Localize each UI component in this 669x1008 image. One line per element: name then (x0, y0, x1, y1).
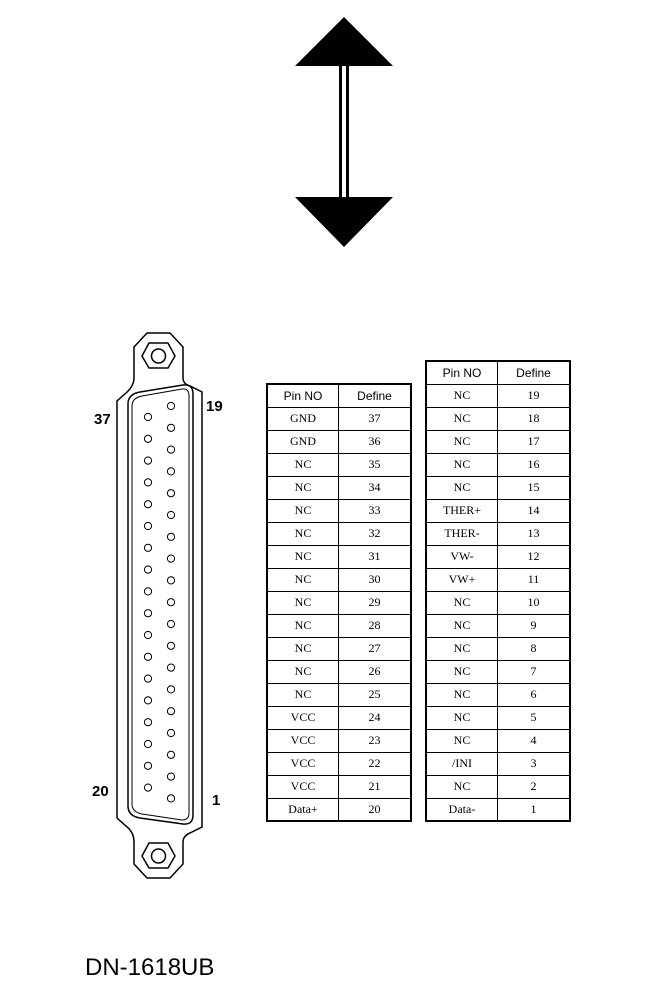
pin-hole (144, 522, 151, 529)
table-row (426, 568, 570, 591)
pin-table-right (425, 360, 571, 822)
table-row (426, 591, 570, 614)
pin-hole (167, 708, 174, 715)
pin-name-cell: THER- (426, 522, 498, 545)
header-pin-no: Pin NO (267, 384, 339, 407)
pin-name-cell: NC (426, 384, 498, 407)
pin-hole (167, 599, 174, 606)
table-row (267, 775, 411, 798)
header-pin-no: Pin NO (426, 361, 498, 384)
pin-table-left (266, 383, 412, 822)
label-pin-1: 1 (212, 792, 221, 809)
pin-name-cell: NC (267, 614, 339, 637)
pin-hole (144, 784, 151, 791)
pin-number-cell: 15 (498, 476, 571, 499)
pin-hole (144, 413, 151, 420)
pin-hole (167, 729, 174, 736)
table-row (426, 614, 570, 637)
pin-hole (167, 773, 174, 780)
pin-number-cell: 32 (339, 522, 412, 545)
pin-number-cell: 34 (339, 476, 412, 499)
pin-number-cell: 23 (339, 729, 412, 752)
pin-name-cell: NC (426, 430, 498, 453)
pin-name-cell: VW- (426, 545, 498, 568)
pin-hole (144, 740, 151, 747)
table-row (267, 453, 411, 476)
pin-number-cell: 12 (498, 545, 571, 568)
table-row (426, 545, 570, 568)
pin-number-cell: 4 (498, 729, 571, 752)
pin-hole (144, 631, 151, 638)
table-row (267, 798, 411, 821)
pin-hole (144, 435, 151, 442)
pin-hole (167, 490, 174, 497)
pin-name-cell: Data+ (267, 798, 339, 821)
pin-number-cell: 11 (498, 568, 571, 591)
pin-number-cell: 1 (498, 798, 571, 821)
pin-name-cell: GND (267, 430, 339, 453)
pin-number-cell: 28 (339, 614, 412, 637)
table-row (426, 775, 570, 798)
table-row (426, 798, 570, 821)
pin-number-cell: 24 (339, 706, 412, 729)
pin-name-cell: Data- (426, 798, 498, 821)
pin-number-cell: 19 (498, 384, 571, 407)
table-row (267, 476, 411, 499)
db37-connector (117, 333, 202, 878)
pin-hole (167, 686, 174, 693)
pin-hole (167, 446, 174, 453)
pin-hole (167, 468, 174, 475)
screw-top-icon (142, 343, 175, 368)
table-row (426, 407, 570, 430)
model-name: DN-1618UB (85, 954, 215, 981)
pin-hole (167, 795, 174, 802)
pin-number-cell: 21 (339, 775, 412, 798)
pin-name-cell: NC (426, 591, 498, 614)
pin-number-cell: 37 (339, 407, 412, 430)
pin-name-cell: NC (267, 591, 339, 614)
pin-name-cell: VCC (267, 729, 339, 752)
label-pin-20: 20 (92, 783, 109, 800)
pin-hole (144, 675, 151, 682)
pin-number-cell: 26 (339, 660, 412, 683)
label-pin-37: 37 (94, 411, 111, 428)
screw-bottom-icon (142, 843, 175, 868)
pin-number-cell: 25 (339, 683, 412, 706)
table-row (426, 660, 570, 683)
pin-hole (167, 751, 174, 758)
table-row (426, 522, 570, 545)
pin-name-cell: NC (426, 729, 498, 752)
pin-number-cell: 35 (339, 453, 412, 476)
pin-number-cell: 7 (498, 660, 571, 683)
pin-name-cell: NC (426, 637, 498, 660)
table-row (426, 476, 570, 499)
table-row (426, 729, 570, 752)
table-header-row (426, 361, 570, 384)
pin-hole (144, 588, 151, 595)
table-row (267, 637, 411, 660)
pin-name-cell: NC (426, 476, 498, 499)
pin-name-cell: THER+ (426, 499, 498, 522)
table-row (426, 706, 570, 729)
table-row (426, 430, 570, 453)
pin-number-cell: 18 (498, 407, 571, 430)
table-row (267, 683, 411, 706)
pin-hole (144, 762, 151, 769)
pin-number-cell: 20 (339, 798, 412, 821)
pin-number-cell: 22 (339, 752, 412, 775)
pin-number-cell: 14 (498, 499, 571, 522)
pin-name-cell: NC (267, 453, 339, 476)
pin-hole (144, 566, 151, 573)
pin-hole (144, 697, 151, 704)
table-row (267, 545, 411, 568)
pin-number-cell: 30 (339, 568, 412, 591)
pin-number-cell: 3 (498, 752, 571, 775)
pin-name-cell: VW+ (426, 568, 498, 591)
table-row (426, 384, 570, 407)
pin-number-cell: 31 (339, 545, 412, 568)
pin-number-cell: 16 (498, 453, 571, 476)
pin-hole (144, 653, 151, 660)
pin-name-cell: VCC (267, 775, 339, 798)
pin-hole (167, 620, 174, 627)
pin-number-cell: 27 (339, 637, 412, 660)
pin-name-cell: VCC (267, 752, 339, 775)
pin-number-cell: 10 (498, 591, 571, 614)
pin-name-cell: NC (267, 637, 339, 660)
pin-name-cell: /INI (426, 752, 498, 775)
pin-name-cell: NC (267, 476, 339, 499)
pin-name-cell: VCC (267, 706, 339, 729)
pin-name-cell: NC (426, 453, 498, 476)
double-arrow-icon (295, 17, 393, 247)
pin-hole (167, 533, 174, 540)
header-define: Define (339, 384, 412, 407)
table-row (267, 752, 411, 775)
pin-hole (144, 501, 151, 508)
pin-number-cell: 17 (498, 430, 571, 453)
table-row (267, 407, 411, 430)
pin-hole (167, 402, 174, 409)
pin-hole (144, 479, 151, 486)
pin-hole (167, 424, 174, 431)
pin-hole (144, 544, 151, 551)
pin-hole (144, 719, 151, 726)
pin-hole (167, 664, 174, 671)
table-row (426, 499, 570, 522)
table-row (426, 683, 570, 706)
pin-hole (167, 642, 174, 649)
table-row (426, 637, 570, 660)
pin-name-cell: NC (426, 614, 498, 637)
pin-name-cell: NC (426, 407, 498, 430)
pin-number-cell: 33 (339, 499, 412, 522)
pin-name-cell: NC (426, 706, 498, 729)
pin-name-cell: NC (267, 545, 339, 568)
table-header-row (267, 384, 411, 407)
pin-name-cell: NC (267, 683, 339, 706)
pin-name-cell: NC (267, 568, 339, 591)
pin-hole (167, 577, 174, 584)
table-row (267, 522, 411, 545)
header-define: Define (498, 361, 571, 384)
pin-number-cell: 8 (498, 637, 571, 660)
table-row (267, 706, 411, 729)
table-row (267, 591, 411, 614)
table-row (267, 660, 411, 683)
pin-number-cell: 5 (498, 706, 571, 729)
pin-number-cell: 9 (498, 614, 571, 637)
table-row (267, 729, 411, 752)
pin-name-cell: NC (426, 775, 498, 798)
table-row (426, 453, 570, 476)
pin-number-cell: 6 (498, 683, 571, 706)
pin-number-cell: 29 (339, 591, 412, 614)
pin-name-cell: NC (267, 660, 339, 683)
pin-hole (167, 555, 174, 562)
table-row (267, 614, 411, 637)
pin-hole (167, 511, 174, 518)
pin-hole (144, 610, 151, 617)
pin-number-cell: 13 (498, 522, 571, 545)
pin-name-cell: NC (426, 660, 498, 683)
table-row (426, 752, 570, 775)
pin-number-cell: 36 (339, 430, 412, 453)
pin-name-cell: NC (426, 683, 498, 706)
table-row (267, 430, 411, 453)
table-row (267, 568, 411, 591)
pin-name-cell: NC (267, 499, 339, 522)
table-row (267, 499, 411, 522)
pin-name-cell: GND (267, 407, 339, 430)
pin-hole (144, 457, 151, 464)
pin-name-cell: NC (267, 522, 339, 545)
pin-number-cell: 2 (498, 775, 571, 798)
label-pin-19: 19 (206, 398, 223, 415)
